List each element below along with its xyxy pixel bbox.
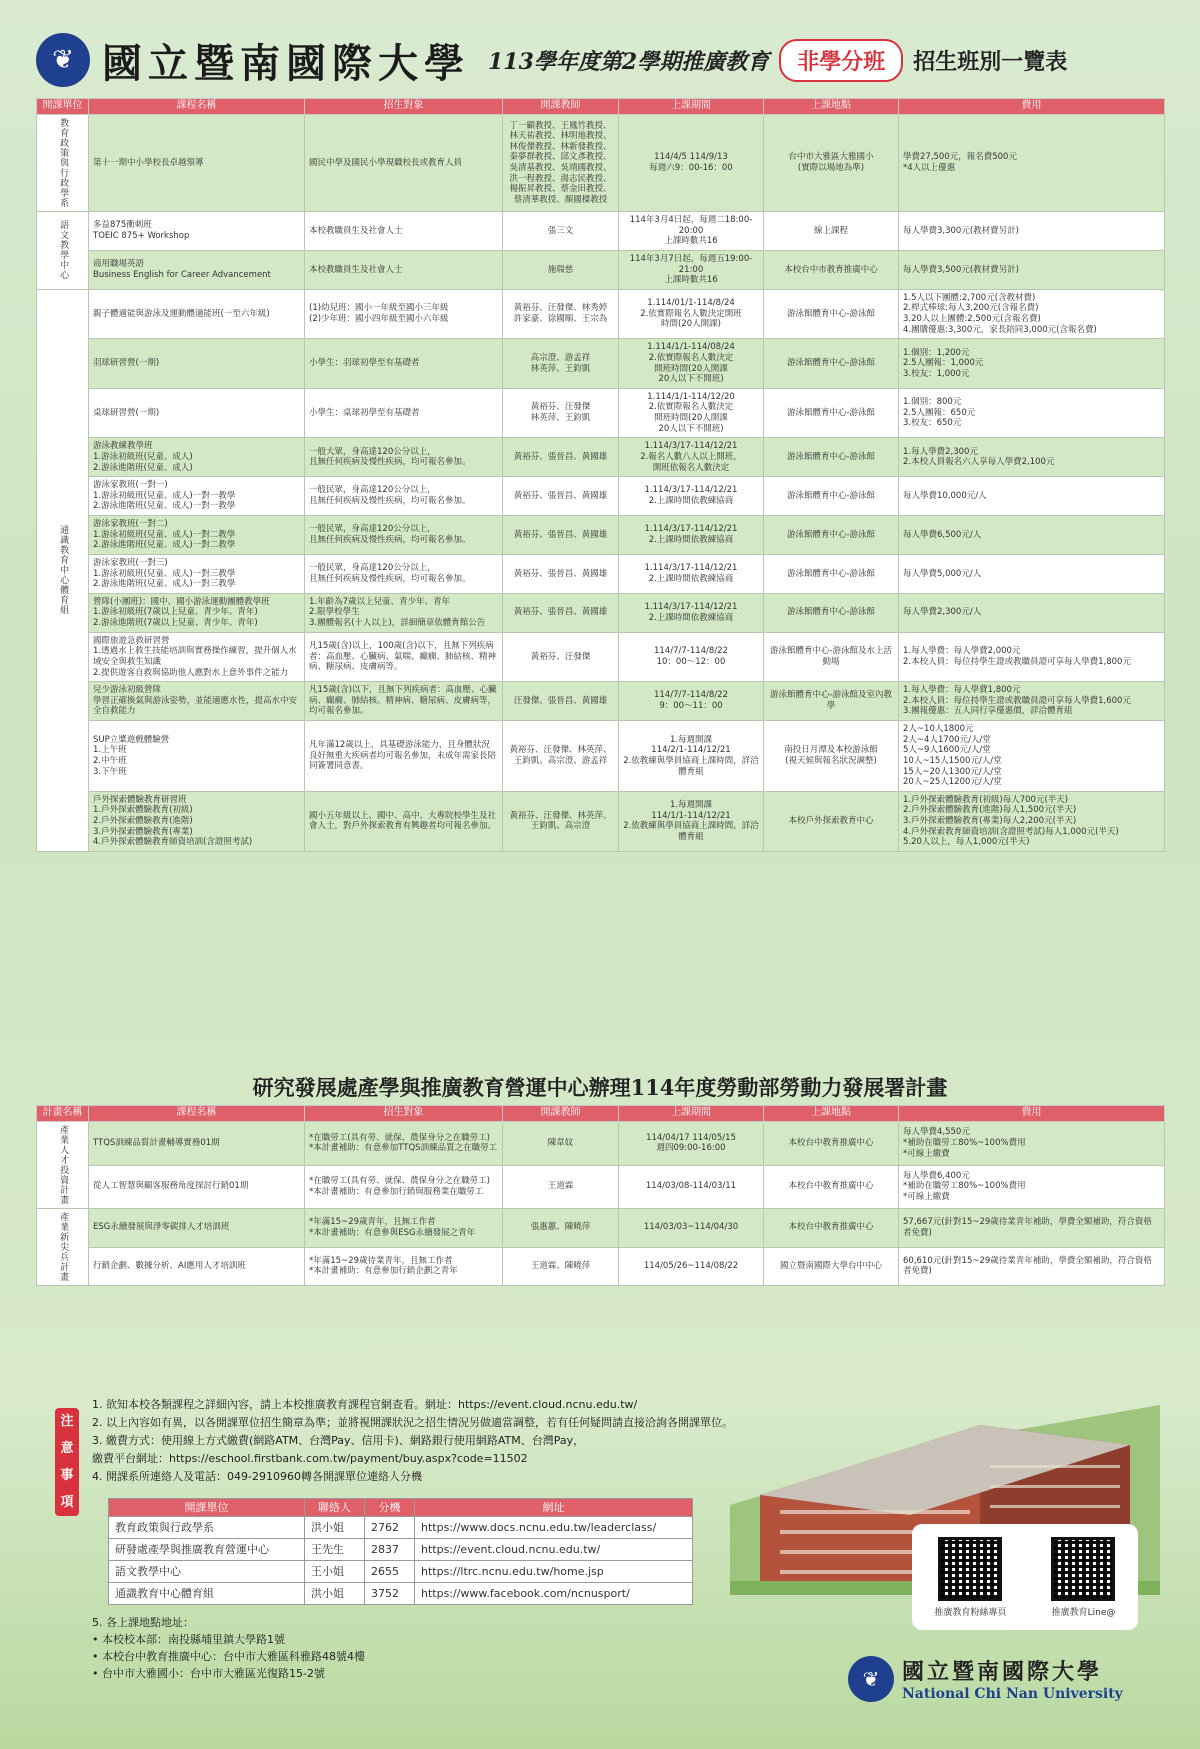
qr-label: 推廣教育粉絲專頁 xyxy=(934,1607,1007,1618)
contact-person: 洪小姐 xyxy=(305,1583,365,1605)
course-cell: TTQS訓練品質計畫輔導實務01期 xyxy=(89,1122,305,1166)
table-row xyxy=(37,115,1165,212)
fee-cell: 1.每人學費：每人學費2,000元 2.本校人員：每位持學生證或教職員證可享每人學費1,800元 xyxy=(899,632,1165,682)
target-cell: 國民中學及國民小學現職校長或教育人員 xyxy=(305,115,503,212)
place-cell: 游泳館體育中心-游泳館 xyxy=(764,554,899,593)
column-header: 課程名稱 xyxy=(89,99,305,115)
course-cell: 國際旅遊急救研習營 1.透過水上救生技能培訓與實務操作練習，提升個人水域安全與救生知識 2.提供遊客自救與協助他人應對水上意外事件之能力 xyxy=(89,632,305,682)
table-row xyxy=(37,339,1165,389)
fee-cell: 每人學費6,500元/人 xyxy=(899,516,1165,555)
teacher-cell: 王道霖 xyxy=(503,1165,619,1209)
section2-title: 研究發展處產學與推廣教育營運中心辦理114年度勞動部勞動力發展署計畫 xyxy=(252,1075,948,1100)
course-cell: 從人工智慧與顧客服務角度探討行銷01期 xyxy=(89,1165,305,1209)
column-header: 課程名稱 xyxy=(89,1106,305,1122)
teacher-cell: 黃裕芬、張晉昌、黃國雄 xyxy=(503,554,619,593)
qr-panel xyxy=(912,1524,1138,1630)
course-cell: 兒少游泳初級營隊 學習正確換氣與游泳姿勢，並能適應水性，提高水中安全自救能力 xyxy=(89,682,305,721)
contact-unit: 語文教學中心 xyxy=(109,1561,305,1583)
contact-person: 洪小姐 xyxy=(305,1517,365,1539)
period-cell: 114/7/7-114/8/22 10：00～12：00 xyxy=(619,632,764,682)
place-cell: 游泳館體育中心-游泳館及室內教學 xyxy=(764,682,899,721)
table-row xyxy=(37,438,1165,477)
course-cell: 多益875衝刺班 TOEIC 875+ Workshop xyxy=(89,212,305,251)
column-header: 開課教師 xyxy=(503,99,619,115)
teacher-cell: 黃裕芬、汪發傑 林英萍、王鈞凱 xyxy=(503,388,619,438)
fee-cell: 1.每人學費2,300元 2.本校人員報名六人享每人學費2,100元 xyxy=(899,438,1165,477)
target-cell: 本校教職員生及社會人士 xyxy=(305,250,503,289)
page-header xyxy=(36,30,1166,90)
footer-university-en: National Chi Nan University xyxy=(902,1686,1123,1702)
contact-table-header xyxy=(109,1499,693,1517)
period-cell: 1.114/3/17-114/12/21 2.上課時間依教練協商 xyxy=(619,593,764,632)
teacher-cell: 施瑞慈 xyxy=(503,250,619,289)
course-cell: 第十一期中小學校長卓越領導 xyxy=(89,115,305,212)
note-item: 4. 開課系所連絡人及電話：049-2910960轉各開課單位連絡人分機 xyxy=(92,1470,422,1483)
column-header: 計畫名稱 xyxy=(37,1106,89,1122)
contact-person: 王先生 xyxy=(305,1539,365,1561)
teacher-cell: 丁一顧教授、王鳳竹教授、林天祐教授、林明地教授、林俊傑教授、林新發教授、秦夢群教授、邱文彥教授、吳清基教授、吳靖國教授、洪一程教授、湯志民教授、楊振昇教授、蔡金田教授、蔡清華教授、顏國樑教授 xyxy=(503,115,619,212)
unit-cell: 產業人才投資計畫 xyxy=(37,1122,89,1209)
labor-plan-table-header xyxy=(37,1106,1165,1122)
contact-url[interactable]: https://www.docs.ncnu.edu.tw/leaderclass/ xyxy=(415,1517,693,1539)
note-item: 繳費平台網址：https://eschool.firstbank.com.tw/payment/buy.aspx?code=11502 xyxy=(92,1452,528,1465)
unit-cell: 產業新尖兵計畫 xyxy=(37,1209,89,1286)
column-header: 招生對象 xyxy=(305,99,503,115)
period-cell: 114/7/7-114/8/22 9：00～11：00 xyxy=(619,682,764,721)
contact-ext: 3752 xyxy=(365,1583,415,1605)
table-row xyxy=(109,1561,693,1583)
fee-cell: 57,667元(針對15~29歲待業青年補助，學費全額補助，符合資格者免費) xyxy=(899,1209,1165,1248)
table-row xyxy=(37,477,1165,516)
place-cell: 國立暨南國際大學台中中心 xyxy=(764,1247,899,1286)
contact-ext: 2655 xyxy=(365,1561,415,1583)
place-cell: 游泳館體育中心-游泳館 xyxy=(764,516,899,555)
period-cell: 114年3月4日起，每週二18:00-20:00 上課時數共16 xyxy=(619,212,764,251)
target-cell: *年滿15~29歲青年，且無工作者 *本計畫補助：有意參與ESG永續發展之青年 xyxy=(305,1209,503,1248)
teacher-cell: 黃裕芬、汪發傑、林秀婷 許家豪、徐國順、王宗為 xyxy=(503,289,619,339)
column-header: 網址 xyxy=(415,1499,693,1517)
period-cell: 114/4/5 114/9/13 每週六9：00-16：00 xyxy=(619,115,764,212)
target-cell: 小學生：羽球初學至有基礎者 xyxy=(305,339,503,389)
period-cell: 1.114/1/1-114/12/20 2.依實際報名人數決定 開班時間(20人開課 20人以下不開班) xyxy=(619,388,764,438)
target-cell: 凡15歲(含)以上，100歲(含)以下，且無下列疾病者：高血壓、心臟病、氣喘、癲癇、肺結核、精神病、糖尿病、皮膚病等。 xyxy=(305,632,503,682)
place-cell: 游泳館體育中心-游泳館 xyxy=(764,339,899,389)
column-header: 上課地點 xyxy=(764,99,899,115)
teacher-cell: 黃裕芬、張晉昌、黃國雄 xyxy=(503,516,619,555)
period-cell: 114/04/17 114/05/15 週四09:00-16:00 xyxy=(619,1122,764,1166)
qr-fanpage[interactable] xyxy=(934,1537,1006,1618)
table-row xyxy=(37,388,1165,438)
course-cell: 游泳家教班(一對三) 1.游泳初級班(兒童、成人)一對三教學 2.游泳進階班(兒童、成人)一對三教學 xyxy=(89,554,305,593)
table-row xyxy=(37,721,1165,792)
teacher-cell: 黃裕芬、汪發傑 xyxy=(503,632,619,682)
place-cell: 游泳館體育中心-游泳館 xyxy=(764,477,899,516)
column-header: 招生對象 xyxy=(305,1106,503,1122)
course-cell: SUP立槳遊戲體驗營 1.上午班 2.中午班 3.下午班 xyxy=(89,721,305,792)
qr-label: 推廣教育Line@ xyxy=(1051,1607,1116,1618)
period-cell: 114年3月7日起，每週五19:00-21:00 上課時數共16 xyxy=(619,250,764,289)
period-cell: 1.114/1/1-114/08/24 2.依實際報名人數決定 開班時間(20人開課 20人以下不開班) xyxy=(619,339,764,389)
place-cell: 本校戶外探索教育中心 xyxy=(764,791,899,851)
contact-ext: 2837 xyxy=(365,1539,415,1561)
period-cell: 1.114/3/17-114/12/21 2.上課時間依教練協商 xyxy=(619,477,764,516)
qr-code-icon xyxy=(938,1537,1002,1601)
campus-address: • 台中市大雅國小：台中市大雅區光復路15-2號 xyxy=(92,1667,325,1680)
column-header: 費用 xyxy=(899,1106,1165,1122)
course-cell: 游泳家教班(一對一) 1.游泳初級班(兒童、成人)一對一教學 2.游泳進階班(兒童、成人)一對一教學 xyxy=(89,477,305,516)
fee-cell: 1.個別：800元 2.5人團報：650元 3.校友：650元 xyxy=(899,388,1165,438)
contact-person: 王小姐 xyxy=(305,1561,365,1583)
course-cell: 親子體適能與游泳及運動體適能班(一至六年級) xyxy=(89,289,305,339)
table-row xyxy=(37,212,1165,251)
fee-cell: 每人學費10,000元/人 xyxy=(899,477,1165,516)
campus-address: • 本校台中教育推廣中心：台中市大雅區科雅路48號4樓 xyxy=(92,1650,365,1663)
course-cell: 羽球研習營(一期) xyxy=(89,339,305,389)
column-header: 上課地點 xyxy=(764,1106,899,1122)
place-cell: 本校台中市教育推廣中心 xyxy=(764,250,899,289)
column-header: 開課單位 xyxy=(109,1499,305,1517)
table-row xyxy=(37,791,1165,851)
column-header: 開課教師 xyxy=(503,1106,619,1122)
table-row xyxy=(37,289,1165,339)
period-cell: 1.114/3/17-114/12/21 2.上課時間依教練協商 xyxy=(619,554,764,593)
fee-cell: 1.5人以下團體:2,700元(含教材費) 2.桿式棒球:每人3,200元(含報名費) 3.20人以上團體:2,500元(含報名費) 4.團購優惠:3,300元，家長陪同3,000元(含報名費) xyxy=(899,289,1165,339)
target-cell: 一般民眾，身高達120公分以上， 且無任何疾病及慢性疾病，均可報名參加。 xyxy=(305,554,503,593)
column-header: 上課期間 xyxy=(619,1106,764,1122)
course-cell: 行銷企劃、數據分析、AI應用人才培訓班 xyxy=(89,1247,305,1286)
fee-cell: 每人學費3,500元(教材費另計) xyxy=(899,250,1165,289)
target-cell: *在職勞工(具有勞、就保、農保身分之在職勞工) *本計畫補助：有意參加行銷與服務業在職勞工 xyxy=(305,1165,503,1209)
column-header: 費用 xyxy=(899,99,1165,115)
qr-code-icon xyxy=(1051,1537,1115,1601)
table-row xyxy=(37,1209,1165,1248)
university-name: 國立暨南國際大學 xyxy=(102,39,470,87)
teacher-cell: 黃裕芬、汪發傑、林英萍、王鈞凱、高宗澄、游孟祥 xyxy=(503,721,619,792)
teacher-cell: 黃裕芬、張晉昌、黃國雄 xyxy=(503,593,619,632)
contact-url[interactable]: https://event.cloud.ncnu.edu.tw/ xyxy=(415,1539,693,1561)
place-cell: 南投日月潭及本校游泳館 (視天候與報名狀況調整) xyxy=(764,721,899,792)
university-logo-icon: ❦ xyxy=(848,1656,894,1702)
table-row xyxy=(109,1517,693,1539)
contact-unit: 研發處產學與推廣教育營運中心 xyxy=(109,1539,305,1561)
labor-plan-table xyxy=(36,1105,1165,1286)
target-cell: 一般民眾，身高達120公分以上， 且無任何疾病及慢性疾病，均可報名參加。 xyxy=(305,516,503,555)
target-cell: *年滿15~29歲待業青年，且無工作者 *本計畫補助：有意參加行銷企劃之青年 xyxy=(305,1247,503,1286)
teacher-cell: 黃裕芬、汪發傑、林英萍、王鈞凱、高宗澄 xyxy=(503,791,619,851)
period-cell: 1.每週開課 114/2/1-114/12/21 2.依教練與學員協商上課時間，詳洽體育組 xyxy=(619,721,764,792)
teacher-cell: 汪發傑、張晉昌、黃國雄 xyxy=(503,682,619,721)
fee-cell: 每人學費2,300元/人 xyxy=(899,593,1165,632)
footer-university-zh: 國立暨南國際大學 xyxy=(902,1659,1103,1685)
table-row xyxy=(37,682,1165,721)
target-cell: 本校教職員生及社會人士 xyxy=(305,212,503,251)
fee-cell: 每人學費3,300元(教材費另計) xyxy=(899,212,1165,251)
campus-title: 5. 各上課地點地址： xyxy=(92,1616,194,1629)
period-cell: 1.114/01/1-114/8/24 2.依實際報名人數決定開班 時間(20人開課) xyxy=(619,289,764,339)
note-item: 3. 繳費方式：使用線上方式繳費(網路ATM、台灣Pay、信用卡)、網路銀行使用網路ATM、台灣Pay， xyxy=(92,1434,585,1447)
period-cell: 114/03/03~114/04/30 xyxy=(619,1209,764,1248)
footer-logo xyxy=(848,1655,1123,1702)
table-row xyxy=(37,1165,1165,1209)
campus-address: • 本校校本部：南投縣埔里鎮大學路1號 xyxy=(92,1633,285,1646)
period-cell: 114/03/08-114/03/11 xyxy=(619,1165,764,1209)
target-cell: 小學生：桌球初學至有基礎者 xyxy=(305,388,503,438)
teacher-cell: 王道霖、陳曉萍 xyxy=(503,1247,619,1286)
contact-unit: 通識教育中心體育組 xyxy=(109,1583,305,1605)
course-table xyxy=(36,98,1165,852)
target-cell: 一般民眾，身高達120公分以上， 且無任何疾病及慢性疾病，均可報名參加。 xyxy=(305,477,503,516)
contact-url[interactable]: https://ltrc.ncnu.edu.tw/home.jsp xyxy=(415,1561,693,1583)
contact-url[interactable]: https://www.facebook.com/ncnusport/ xyxy=(415,1583,693,1605)
table-row xyxy=(37,593,1165,632)
university-logo-icon: ❦ xyxy=(36,33,90,87)
term-title: 113學年度第2學期推廣教育 xyxy=(488,48,770,75)
period-cell: 1.114/3/17-114/12/21 2.上課時間依教練協商 xyxy=(619,516,764,555)
course-cell: 營隊(小團班)：國中、國小游泳運動團體教學班 1.游泳初級班(7歲以上兒童、青少年、青年) 2.游泳進階班(7歲以上兒童、青少年、青年) xyxy=(89,593,305,632)
column-header: 開課單位 xyxy=(37,99,89,115)
fee-cell: 1.個別：1,200元 2.5人團報：1,000元 3.校友：1,000元 xyxy=(899,339,1165,389)
fee-cell: 每人學費6,400元 *補助在職勞工80%~100%費用 *可線上繳費 xyxy=(899,1165,1165,1209)
teacher-cell: 張惠蕙、陳曉萍 xyxy=(503,1209,619,1248)
place-cell: 台中市大雅區大雅國小 (實際以場地為準) xyxy=(764,115,899,212)
unit-cell: 語文教學中心 xyxy=(37,212,89,290)
place-cell: 游泳館體育中心-游泳館及水上活動場 xyxy=(764,632,899,682)
target-cell: (1)幼兒班：國小一年級至國小三年級 (2)少年班：國小四年級至國小六年級 xyxy=(305,289,503,339)
target-cell: 凡年滿12歲以上，具基礎游泳能力，且身體狀況良好無重大疾病者均可報名參加，未成年需家長陪同簽署同意書。 xyxy=(305,721,503,792)
column-header: 分機 xyxy=(365,1499,415,1517)
course-cell: 桌球研習營(一期) xyxy=(89,388,305,438)
campus-addresses xyxy=(92,1614,692,1682)
course-cell: 游泳家教班(一對二) 1.游泳初級班(兒童、成人)一對二教學 2.游泳進階班(兒童、成人)一對二教學 xyxy=(89,516,305,555)
table-row xyxy=(37,250,1165,289)
period-cell: 1.每週開課 114/1/1-114/12/21 2.依教練與學員協商上課時間，詳洽體育組 xyxy=(619,791,764,851)
fee-cell: 學費27,500元，報名費500元 *4人以上優惠 xyxy=(899,115,1165,212)
target-cell: 凡15歲(含)以下，且無下列疾病者：高血壓、心臟病、癲癇、肺結核、精神病、糖尿病、皮膚病等，均可報名參加。 xyxy=(305,682,503,721)
place-cell: 本校台中教育推廣中心 xyxy=(764,1209,899,1248)
title-tail: 招生班別一覽表 xyxy=(913,48,1068,75)
place-cell: 線上課程 xyxy=(764,212,899,251)
target-cell: 一般大眾，身高達120公分以上， 且無任何疾病及慢性疾病，均可報名參加。 xyxy=(305,438,503,477)
course-cell: 商用職場英語 Business English for Career Advancement xyxy=(89,250,305,289)
course-cell: 游泳教練教學班 1.游泳初級班(兒童、成人) 2.游泳進階班(兒童、成人) xyxy=(89,438,305,477)
fee-cell: 每人學費4,550元 *補助在職勞工80%~100%費用 *可線上繳費 xyxy=(899,1122,1165,1166)
target-cell: 1.年齡為7歲以上兒童、青少年、青年 2.限學校學生 3.團體報名(十人以上)，詳細簡章依體育館公告 xyxy=(305,593,503,632)
fee-cell: 1.戶外探索體驗教育(初級)每人700元(半天) 2.戶外探索體驗教育(進階)每人1,500元(半天) 3.戶外探索體驗教育(專業)每人2,200元(半天) 4.戶外探索教育師資培訓(含證照考試)每人1,000元(半天) 5.20人以上，每人1,000元(半天) xyxy=(899,791,1165,851)
place-cell: 游泳館體育中心-游泳館 xyxy=(764,289,899,339)
non-credit-badge: 非學分班 xyxy=(779,39,903,82)
fee-cell: 60,610元(針對15~29歲待業青年補助，學費全額補助，符合資格者免費) xyxy=(899,1247,1165,1286)
target-cell: 國小五年級以上、國中、高中、大專院校學生及社會人士，對戶外探索教育有興趣者均可報名參加。 xyxy=(305,791,503,851)
teacher-cell: 高宗澄、游孟祥 林英萍、王鈞凱 xyxy=(503,339,619,389)
contact-table xyxy=(108,1498,693,1605)
place-cell: 本校台中教育推廣中心 xyxy=(764,1122,899,1166)
table-row xyxy=(37,516,1165,555)
table-row xyxy=(109,1583,693,1605)
course-cell: ESG永續發展與淨零碳排人才培訓班 xyxy=(89,1209,305,1248)
teacher-cell: 黃裕芬、張晉昌、黃國雄 xyxy=(503,438,619,477)
period-cell: 114/05/26~114/08/22 xyxy=(619,1247,764,1286)
teacher-cell: 黃裕芬、張晉昌、黃國雄 xyxy=(503,477,619,516)
column-header: 上課期間 xyxy=(619,99,764,115)
table-row xyxy=(109,1539,693,1561)
fee-cell: 1.每人學費：每人學費1,800元 2.本校人員：每位持學生證或教職員證可享每人學費1,600元 3.團報優惠：五人同行享優惠價，詳洽體育組 xyxy=(899,682,1165,721)
contact-unit: 教育政策與行政學系 xyxy=(109,1517,305,1539)
fee-cell: 2人~10人1800元 2人~4人1700元/人/堂 5人~9人1600元/人/堂 10人~15人1500元/人/堂 15人~20人1300元/人/堂 20人~25人1200元/人/堂 xyxy=(899,721,1165,792)
course-table-header xyxy=(37,99,1165,115)
fee-cell: 每人學費5,000元/人 xyxy=(899,554,1165,593)
place-cell: 游泳館體育中心-游泳館 xyxy=(764,388,899,438)
teacher-cell: 張三文 xyxy=(503,212,619,251)
notes-tag: 注意事項 xyxy=(55,1408,79,1516)
place-cell: 本校台中教育推廣中心 xyxy=(764,1165,899,1209)
unit-cell: 教育政策與行政學系 xyxy=(37,115,89,212)
period-cell: 1.114/3/17-114/12/21 2.報名人數八人以上開班， 開班依報名人數決定 xyxy=(619,438,764,477)
table-row xyxy=(37,1247,1165,1286)
teacher-cell: 陳韋妏 xyxy=(503,1122,619,1166)
table-row xyxy=(37,554,1165,593)
note-item: 2. 以上內容如有異，以各開課單位招生簡章為準；並將視開課狀況之招生情況另做適當調整，若有任何疑問請直接洽詢各開課單位。 xyxy=(92,1416,733,1429)
place-cell: 游泳館體育中心-游泳館 xyxy=(764,438,899,477)
table-row xyxy=(37,632,1165,682)
table-row xyxy=(37,1122,1165,1166)
note-item: 1. 欲知本校各類課程之詳細內容，請上本校推廣教育課程官網查看。網址：https://event.cloud.ncnu.edu.tw/ xyxy=(92,1398,638,1411)
course-cell: 戶外探索體驗教育研習班 1.戶外探索體驗教育(初級) 2.戶外探索體驗教育(進階) 3.戶外探索體驗教育(專業) 4.戶外探索體驗教育師資培訓(含證照考試) xyxy=(89,791,305,851)
qr-line[interactable] xyxy=(1051,1537,1115,1618)
unit-cell: 通識教育中心體育組 xyxy=(37,289,89,851)
target-cell: *在職勞工(具有勞、就保、農保身分之在職勞工) *本計畫補助：有意參加TTQS訓練品質之在職勞工 xyxy=(305,1122,503,1166)
column-header: 聯絡人 xyxy=(305,1499,365,1517)
place-cell: 游泳館體育中心-游泳館 xyxy=(764,593,899,632)
contact-ext: 2762 xyxy=(365,1517,415,1539)
